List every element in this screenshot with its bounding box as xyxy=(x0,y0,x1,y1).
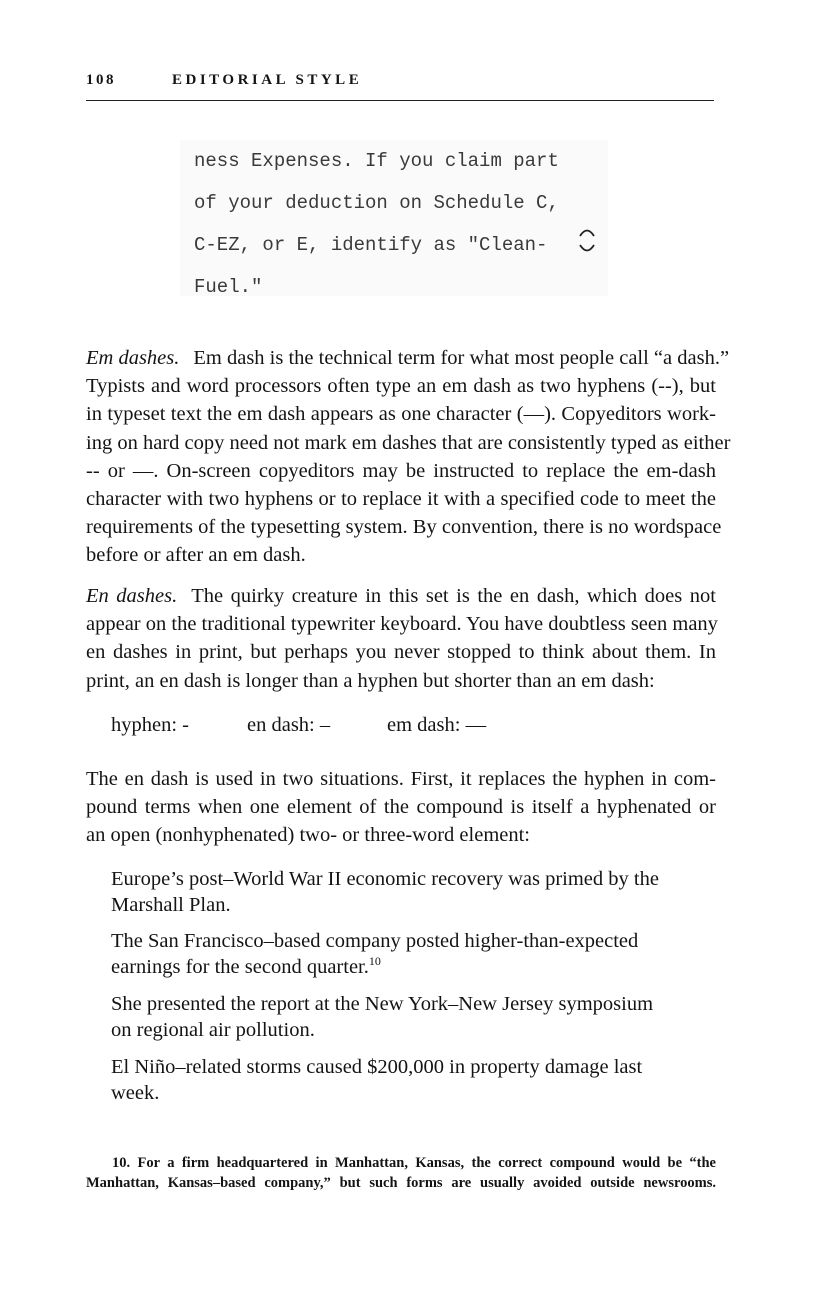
paragraph-line: before or after an em dash. xyxy=(86,544,306,567)
en-dash-sample: en dash: – xyxy=(247,714,331,736)
example-sentence: Europe’s post–World War II economic recovery was primed by the Marshall Plan. xyxy=(111,868,659,916)
em-dashes-heading: Em dashes. xyxy=(86,347,180,369)
paragraph-line: The en dash is used in two situations. First, it replaces the hyphen in com- xyxy=(86,768,716,790)
typescript-line: ness Expenses. If you claim part xyxy=(194,150,559,172)
typescript-sample xyxy=(180,140,608,296)
paragraph-line: an open (nonhyphenated) two- or three-word element: xyxy=(86,824,531,847)
paragraph-line: in typeset text the em dash appears as one character (—). Copyeditors work- xyxy=(86,403,716,426)
typescript-line: Fuel." xyxy=(194,276,263,298)
en-dashes-paragraph xyxy=(86,582,716,695)
paragraph-line: requirements of the typesetting system. By convention, there is no wordspace xyxy=(86,516,722,539)
paragraph-line: appear on the traditional typewriter keyboard. You have doubtless seen many xyxy=(86,613,718,636)
example-sentence: She presented the report at the New York–New Jersey symposium on regional air pollution. xyxy=(111,993,654,1041)
usage-paragraph xyxy=(86,765,716,850)
example-sentence: The San Francisco–based company posted higher-than-expected earnings for the second quarter.$^{10}$ xyxy=(111,930,639,978)
paragraph-line: print, an en dash is longer than a hyphen but shorter than an em dash: xyxy=(86,669,655,692)
paragraph-line: character with two hyphens or to replace it with a specified code to meet the xyxy=(86,487,716,510)
paragraph-line: -- or —. On-screen copyeditors may be instructed to replace the em-dash xyxy=(86,459,716,482)
paragraph-line: ing on hard copy need not mark em dashes that are consistently typed as either xyxy=(86,431,731,454)
typescript-line: of your deduction on Schedule C, xyxy=(194,192,559,214)
hyphen-sample: hyphen: - xyxy=(111,714,189,736)
footnote: 10. For a firm headquartered in Manhattan, Kansas, the correct compound would be “the Manhattan, Kansas–based company,” but such forms are usually avoided outside newsrooms. xyxy=(86,1155,716,1191)
paragraph-line: Typists and word processors often type an em dash as two hyphens (--), but xyxy=(86,375,716,398)
typescript-line: C-EZ, or E, identify as "Clean- xyxy=(194,234,548,256)
paragraph-line: en dashes in print, but perhaps you never stopped to think about them. In xyxy=(86,641,716,664)
paragraph-line: pound terms when one element of the compound is itself a hyphenated or xyxy=(86,796,716,819)
example-sentence: El Niño–related storms caused $200,000 in property damage last week. xyxy=(111,1056,643,1104)
close-up-hyphen-mark-icon xyxy=(576,225,598,257)
em-dashes-paragraph xyxy=(86,344,731,570)
footnote-reference: 10 xyxy=(368,954,381,969)
paragraph-line: Em dashes. Em dash is the technical term for what most people call “a dash.” xyxy=(86,347,730,369)
paragraph-line: En dashes. The quirky creature in this set is the en dash, which does not xyxy=(86,585,716,607)
page-number: 108 xyxy=(86,72,116,88)
en-dashes-heading: En dashes. xyxy=(86,585,178,607)
page-header xyxy=(86,72,714,101)
em-dash-sample: em dash: — xyxy=(387,714,487,736)
running-head: EDITORIAL STYLE xyxy=(172,72,363,88)
